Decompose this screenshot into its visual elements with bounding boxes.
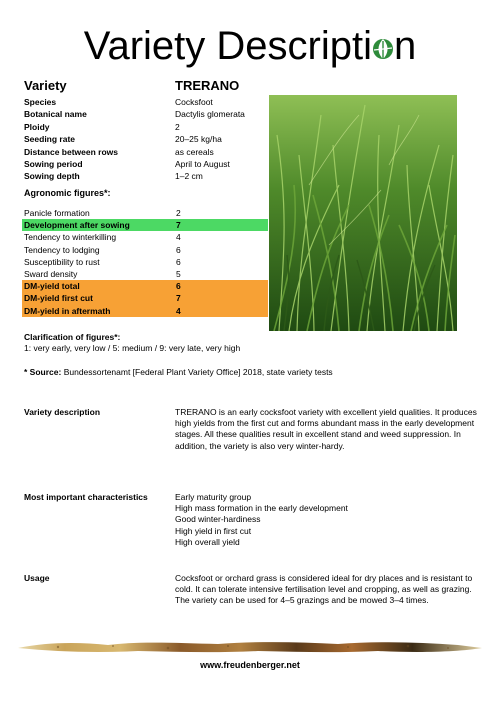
spec-value: April to August — [175, 158, 230, 169]
spec-key: Seeding rate — [24, 134, 76, 145]
agronomic-table — [22, 207, 268, 317]
agronomic-key: Tendency to lodging — [24, 244, 100, 255]
source-label: * Source: — [24, 367, 62, 377]
text-line: high yields from the first cut and forms abundant mass in the early development — [175, 418, 475, 429]
spec-row — [24, 170, 274, 182]
section-label: Most important characteristics — [24, 492, 148, 502]
agronomic-row-rust — [22, 256, 268, 268]
seed-band-image — [18, 640, 482, 654]
agronomic-key: Tendency to winterkilling — [24, 232, 117, 243]
spec-key: Ploidy — [24, 121, 50, 132]
variety-label: Variety — [24, 78, 67, 93]
text-line: High overall yield — [175, 536, 240, 547]
text-line: stages. All these qualities result in excellent stand and weed suppression. In — [175, 429, 461, 440]
text-line: High mass formation in the early development — [175, 503, 348, 514]
spec-row — [24, 96, 274, 108]
spec-value: 1–2 cm — [175, 171, 203, 182]
spec-value: 20–25 kg/ha — [175, 134, 222, 145]
spec-value: Dactylis glomerata — [175, 109, 245, 120]
agronomic-value: 5 — [176, 268, 181, 279]
agronomic-row-dm-first-cut — [22, 292, 268, 304]
spec-key: Sowing period — [24, 158, 83, 169]
agronomic-value: 4 — [176, 305, 181, 316]
spec-value: Cocksfoot — [175, 97, 213, 107]
agronomic-value: 7 — [176, 293, 181, 304]
page-title-text: Variety Descripti — [83, 24, 372, 68]
spec-row — [24, 133, 274, 145]
spec-row — [24, 108, 274, 120]
agronomic-key: DM-yield in aftermath — [24, 305, 111, 316]
section-text — [175, 407, 484, 452]
agronomic-key: Panicle formation — [24, 208, 90, 218]
variety-name: TRERANO — [175, 78, 240, 93]
agronomic-row-panicle — [22, 207, 268, 219]
variety-description-section — [24, 407, 484, 452]
characteristics-section — [24, 492, 484, 548]
spec-value: 2 — [175, 121, 180, 132]
species-spec-table — [24, 96, 274, 183]
agronomic-row-winterkilling — [22, 231, 268, 243]
spec-row — [24, 158, 274, 170]
agronomic-title: Agronomic figures*: — [24, 188, 111, 198]
agronomic-row-lodging — [22, 244, 268, 256]
agronomic-key: Susceptibility to rust — [24, 256, 100, 267]
agronomic-key: Sward density — [24, 268, 78, 279]
text-line: Good winter-hardiness — [175, 514, 261, 525]
page-title-tail: n — [393, 24, 417, 68]
section-label: Variety description — [24, 407, 101, 417]
spec-row — [24, 121, 274, 133]
usage-section — [24, 573, 484, 607]
agronomic-key: Development after sowing — [24, 220, 130, 231]
section-text — [175, 573, 484, 607]
page-title — [0, 24, 500, 68]
agronomic-key: DM-yield first cut — [24, 293, 93, 304]
clarification-block — [24, 332, 240, 354]
text-line: High yield in first cut — [175, 525, 252, 536]
agronomic-value: 6 — [176, 244, 181, 255]
text-line: cold. It can tolerate intensive fertilisation level and cropping, as well as grazing. — [175, 584, 472, 595]
agronomic-value: 7 — [176, 220, 181, 231]
source-note — [24, 367, 333, 377]
agronomic-row-development — [22, 219, 268, 231]
agronomic-row-dm-total — [22, 280, 268, 292]
grass-photo — [269, 95, 457, 331]
spec-key: Sowing depth — [24, 171, 80, 182]
source-text: Bundessortenamt [Federal Plant Variety Office] 2018, state variety tests — [61, 367, 333, 377]
section-label: Usage — [24, 573, 50, 583]
agronomic-value: 4 — [176, 232, 181, 243]
text-line: Early maturity group — [175, 492, 252, 502]
text-line: TRERANO is an early cocksfoot variety with excellent yield qualities. It produces — [175, 407, 477, 417]
leaf-logo-icon — [372, 26, 394, 54]
text-line: Cocksfoot or orchard grass is considered ideal for dry places and is resistant to — [175, 573, 473, 583]
spec-key: Species — [24, 97, 57, 107]
clarification-title: Clarification of figures*: — [24, 332, 121, 342]
agronomic-row-sward — [22, 268, 268, 280]
section-text — [175, 492, 484, 548]
spec-key: Botanical name — [24, 109, 87, 120]
agronomic-row-dm-aftermath — [22, 305, 268, 317]
spec-row — [24, 146, 274, 158]
spec-key: Distance between rows — [24, 146, 119, 157]
agronomic-value: 6 — [176, 281, 181, 292]
footer-url[interactable]: www.freudenberger.net — [200, 660, 300, 670]
text-line: The variety can be used for 4–5 grazings and be mowed 3–4 times. — [175, 595, 429, 606]
agronomic-key: DM-yield total — [24, 281, 80, 292]
agronomic-value: 2 — [176, 208, 181, 218]
spec-value: as cereals — [175, 146, 214, 157]
text-line: addition, the variety is also very winter-hardy. — [175, 440, 345, 451]
agronomic-value: 6 — [176, 256, 181, 267]
clarification-text: 1: very early, very low / 5: medium / 9: very late, very high — [24, 343, 241, 353]
